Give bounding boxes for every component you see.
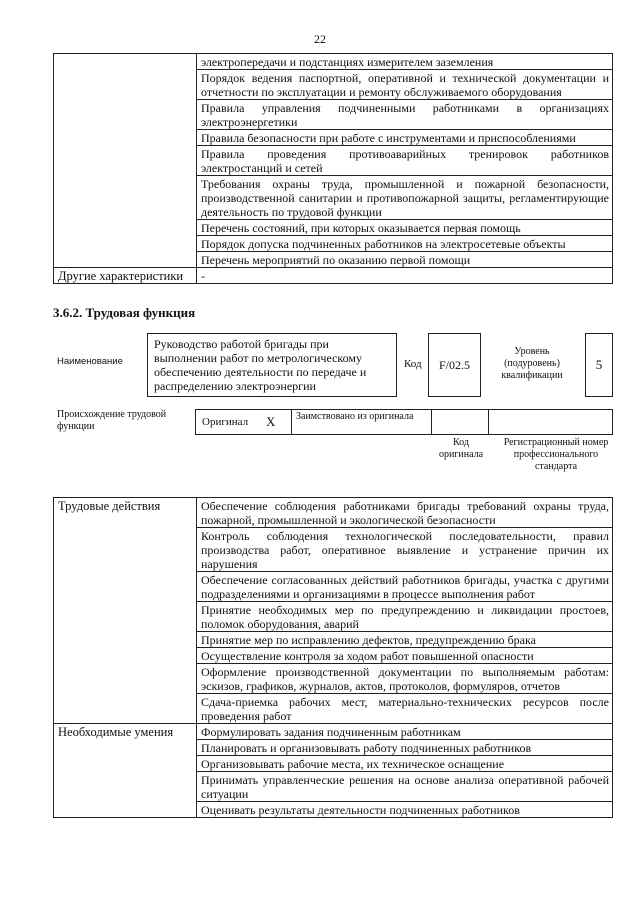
labor-action-item: Принятие мер по исправлению дефектов, предупреждению брака bbox=[197, 632, 613, 648]
original-cell bbox=[196, 410, 292, 434]
labor-action-item: Обеспечение соблюдения работниками бригады требований охраны труда, пожарной, промышленной и экологической безопасности bbox=[197, 498, 613, 528]
knowledge-item: электропередачи и подстанциях измерителем заземления bbox=[197, 54, 613, 70]
function-details-table bbox=[53, 497, 613, 818]
original-code-cell bbox=[432, 410, 489, 434]
knowledge-item: Порядок допуска подчиненных работников на электросетевые объекты bbox=[197, 236, 613, 252]
required-skills-label: Необходимые умения bbox=[54, 724, 197, 818]
borrowed-label: Заимствовано из оригинала bbox=[296, 411, 414, 422]
name-label: Наименование bbox=[57, 356, 123, 367]
table-row bbox=[54, 54, 613, 70]
knowledge-item: Правила проведения противоаварийных тренировок работников электростанций и сетей bbox=[197, 146, 613, 176]
skill-item: Планировать и организовывать работу подчиненных работников bbox=[197, 740, 613, 756]
labor-action-item: Контроль соблюдения технологической последовательности, правил производства работ, оперативное выявление и устранение причин их нарушения bbox=[197, 528, 613, 572]
origin-label: Происхождение трудовой функции bbox=[57, 409, 167, 432]
function-name-box: Руководство работой бригады при выполнении работ по метрологическому обеспечению деятельности по передаче и распределению электроэнергии bbox=[147, 333, 397, 397]
code-label: Код bbox=[404, 358, 422, 370]
labor-action-item: Принятие необходимых мер по предупреждению и ликвидации простоев, поломок оборудования, аварий bbox=[197, 602, 613, 632]
skill-item: Принимать управленческие решения на основе анализа оперативной рабочей ситуации bbox=[197, 772, 613, 802]
knowledge-item: Перечень состояний, при которых оказывается первая помощь bbox=[197, 220, 613, 236]
labor-action-item: Осуществление контроля за ходом работ повышенной опасности bbox=[197, 648, 613, 664]
page-number: 22 bbox=[314, 32, 326, 46]
labor-action-item: Сдача-приемка рабочих мест, материально-технических ресурсов после проведения работ bbox=[197, 694, 613, 724]
skill-item: Формулировать задания подчиненным работникам bbox=[197, 724, 613, 740]
skill-item: Организовывать рабочие места, их техническое оснащение bbox=[197, 756, 613, 772]
labor-action-item: Оформление производственной документации по выполняемым работам: эскизов, графиков, журналов, актов, протоколов, формуляров, отчетов bbox=[197, 664, 613, 694]
skill-item: Оценивать результаты деятельности подчиненных работников bbox=[197, 802, 613, 818]
function-code-box: F/02.5 bbox=[428, 333, 481, 397]
qualification-level-label: Уровень (подуровень) квалификации bbox=[501, 346, 563, 381]
original-mark: X bbox=[266, 414, 276, 429]
origin-box bbox=[195, 409, 613, 435]
labor-actions-label: Трудовые действия bbox=[54, 498, 197, 724]
original-code-caption: Код оригинала bbox=[438, 437, 484, 460]
knowledge-item: Требования охраны труда, промышленной и пожарной безопасности, производственной санитарии и противопожарной защиты, регламентирующие деятельность по трудовой функции bbox=[197, 176, 613, 220]
qualification-level-box: 5 bbox=[585, 333, 613, 397]
table-row bbox=[54, 268, 613, 284]
section-heading: 3.6.2. Трудовая функция bbox=[53, 305, 196, 320]
knowledge-item: Перечень мероприятий по оказанию первой помощи bbox=[197, 252, 613, 268]
knowledge-item: Правила безопасности при работе с инструментами и приспособлениями bbox=[197, 130, 613, 146]
row-label-empty bbox=[54, 54, 197, 268]
original-label: Оригинал bbox=[202, 416, 249, 428]
labor-action-item: Обеспечение согласованных действий работников бригады, участка с другими подразделениями и организациями в процессе выполнения работ bbox=[197, 572, 613, 602]
knowledge-table bbox=[53, 53, 613, 284]
registration-number-caption: Регистрационный номер профессионального стандарта bbox=[503, 437, 609, 472]
borrowed-cell bbox=[292, 410, 432, 434]
other-characteristics-label: Другие характеристики bbox=[54, 268, 197, 284]
table-row bbox=[54, 724, 613, 740]
table-row bbox=[54, 498, 613, 528]
other-characteristics-value: - bbox=[197, 268, 613, 284]
knowledge-item: Порядок ведения паспортной, оперативной и технической документации и отчетности по эксплуатации и ремонту обслуживаемого оборудования bbox=[197, 70, 613, 100]
knowledge-item: Правила управления подчиненными работниками в организациях электроэнергетики bbox=[197, 100, 613, 130]
